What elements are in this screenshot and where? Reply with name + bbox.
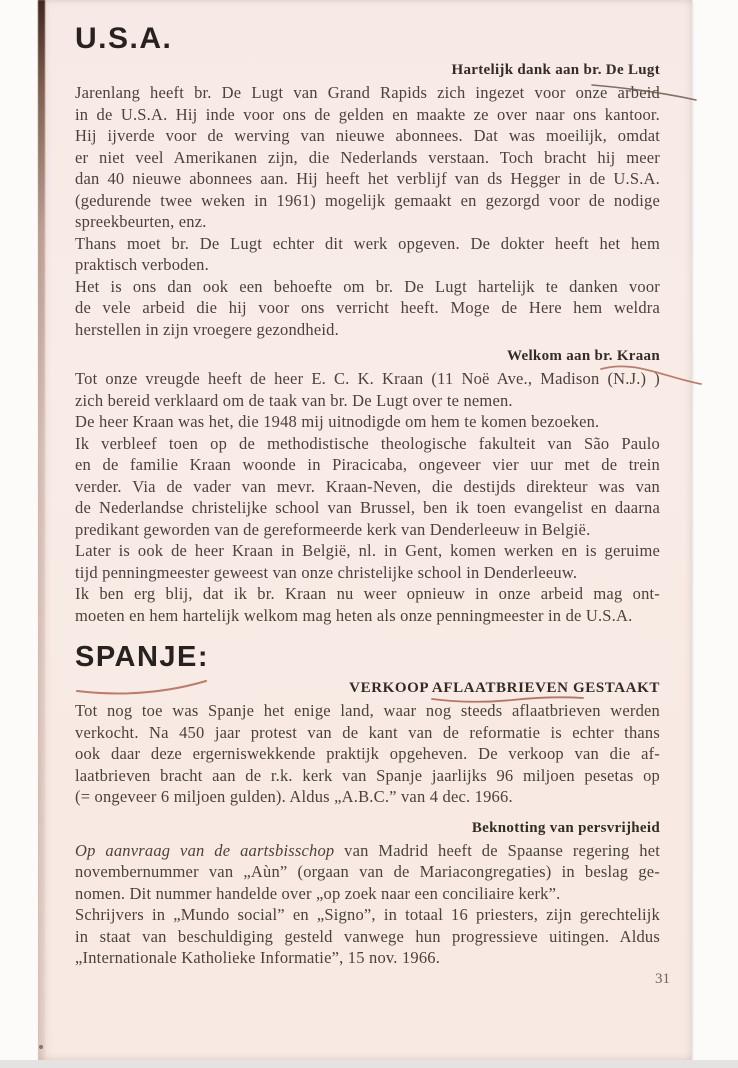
paragraph: [75, 700, 660, 808]
text-line: tijd penningmeester geweest van onze christelijke school in Denderleeuw.: [75, 562, 578, 582]
paragraph: [75, 540, 660, 583]
text-line: Tot onze vreugde heeft de heer E. C. K. Kraan (11 Noë Ave., Madison (N.J.) ): [75, 369, 660, 388]
text-line: in staat van beschuldiging gesteld vanwege hun progressieve uitingen. Aldus: [75, 926, 660, 946]
text-line: Het is ons dan ook een behoefte om br. De Lugt hartelijk te danken voor: [75, 276, 660, 296]
text-line: Ik verbleef toen op de methodistische theologische fakulteit van São Paulo: [75, 433, 660, 453]
text-line: nomen. Dit nummer handelde over „op zoek naar een conciliaire kerk”.: [75, 883, 561, 903]
paragraph: [75, 368, 660, 411]
gutter-shadow: [38, 0, 45, 1060]
page-content: [75, 0, 670, 988]
text-line: zich bereid verklaard om de taak van br. De Lugt over te nemen.: [75, 390, 513, 410]
paragraph: [75, 82, 660, 233]
text-line: Later is ook de heer Kraan in België, nl. in Gent, komen werken en is geruime: [75, 541, 660, 560]
paragraph: [75, 433, 660, 541]
page-number: 31: [655, 970, 670, 987]
text-line: praktisch verboden.: [75, 255, 209, 274]
article-heading-aflaatbrieven: VERKOOP AFLAATBRIEVEN GESTAAKT: [349, 680, 660, 696]
text-line: er niet veel Amerikanen zijn, die Nederlands verstaan. Toch bracht hij meer: [75, 147, 660, 167]
lead-rest: van Madrid heeft de Spaanse regering het: [334, 840, 661, 860]
text-line: laatbrieven bracht aan de r.k. kerk van Spanje jaarlijks 96 miljoen pesetas op: [75, 765, 660, 785]
text-line: „Internationale Katholieke Informatie”, 15 nov. 1966.: [75, 948, 441, 967]
text-line: (= ongeveer 6 miljoen gulden). Aldus „A.B.C.” van 4 dec. 1966.: [75, 787, 513, 806]
paragraph: [75, 904, 660, 969]
section-title-spanje: SPANJE:: [75, 641, 210, 673]
italic-lead: Op aanvraag van de aartsbisschop: [75, 840, 335, 860]
text-line: verkocht. Na 450 jaar protest van de kant van de reformatie is echter thans: [75, 722, 660, 742]
text-line: in de U.S.A. Hij inde voor ons de gelden en maakte ze over naar ons kantoor.: [75, 104, 660, 124]
text-line: Hij ijverde voor de werving van nieuwe abonnees. Dat was moeilijk, omdat: [75, 126, 660, 145]
text-line: verder. Via de vader van mevr. Kraan-Neven, die destijds direkteur was van: [75, 476, 660, 496]
text-line: Schrijvers in „Mundo social” en „Signo”, in totaal 16 priesters, zijn gerechtelijk: [75, 905, 660, 924]
text-line: Tot nog toe was Spanje het enige land, waar nog steeds aflaatbrieven werden: [75, 701, 660, 720]
scan-bottom-edge: [0, 1060, 738, 1068]
text-line: ook daar deze ergerniswekkende praktijk opgeheven. De verkoop van die af-: [75, 744, 660, 763]
text-line-with-italic-lead: [75, 840, 660, 862]
paragraph: [75, 411, 660, 433]
text-line: Thans moet br. De Lugt echter dit werk opgeven. De dokter heeft het hem: [75, 233, 660, 253]
text-line: De heer Kraan was het, die 1948 mij uitnodigde om hem te komen bezoeken.: [75, 412, 600, 431]
paragraph: [75, 233, 660, 276]
text-line: predikant geworden van de gereformeerde kerk van Denderleeuw in België.: [75, 519, 591, 539]
paragraph: [75, 840, 660, 905]
text-line: Ik ben erg blij, dat ik br. Kraan nu weer opnieuw in onze arbeid mag ont-: [75, 584, 660, 603]
article-heading-persvrijheid: Beknotting van persvrijheid: [471, 819, 660, 836]
article-heading-kraan: Welkom aan br. Kraan: [507, 348, 660, 364]
paragraph: [75, 276, 660, 341]
text-line: herstellen in zijn vroegere gezondheid.: [75, 319, 339, 339]
text-line: de vele arbeid die hij voor ons verricht heeft. Moge de Here hem weldra: [75, 298, 660, 317]
text-line: spreekbeurten, enz.: [75, 212, 207, 231]
text-line: de Nederlandse christelijke school van Brussel, ben ik toen evangelist en daarna: [75, 498, 660, 517]
magazine-paper: [38, 0, 692, 1060]
paragraph: [75, 583, 660, 626]
article-heading-de-lugt: Hartelijk dank aan br. De Lugt: [451, 62, 660, 78]
text-line: en de familie Kraan woonde in Piracicaba, ongeveer vier uur met de trein: [75, 455, 660, 474]
text-line: novembernummer van „Aùn” (orgaan van de Mariacongregaties) in beslag ge-: [75, 862, 660, 881]
section-title-usa: U.S.A.: [75, 22, 173, 55]
text-line: moeten en hem hartelijk welkom mag heten als onze penningmeester in de U.S.A.: [75, 605, 633, 625]
text-line: (gedurende twee weken in 1961) mogelijk gemaakt en gezorgd voor de nodige: [75, 190, 660, 210]
text-line: Jarenlang heeft br. De Lugt van Grand Rapids zich ingezet voor onze arbeid: [75, 83, 660, 102]
text-line: dan 40 nieuwe abonnees aan. Hij heeft het verblijf van ds Hegger in de U.S.A.: [75, 169, 660, 188]
